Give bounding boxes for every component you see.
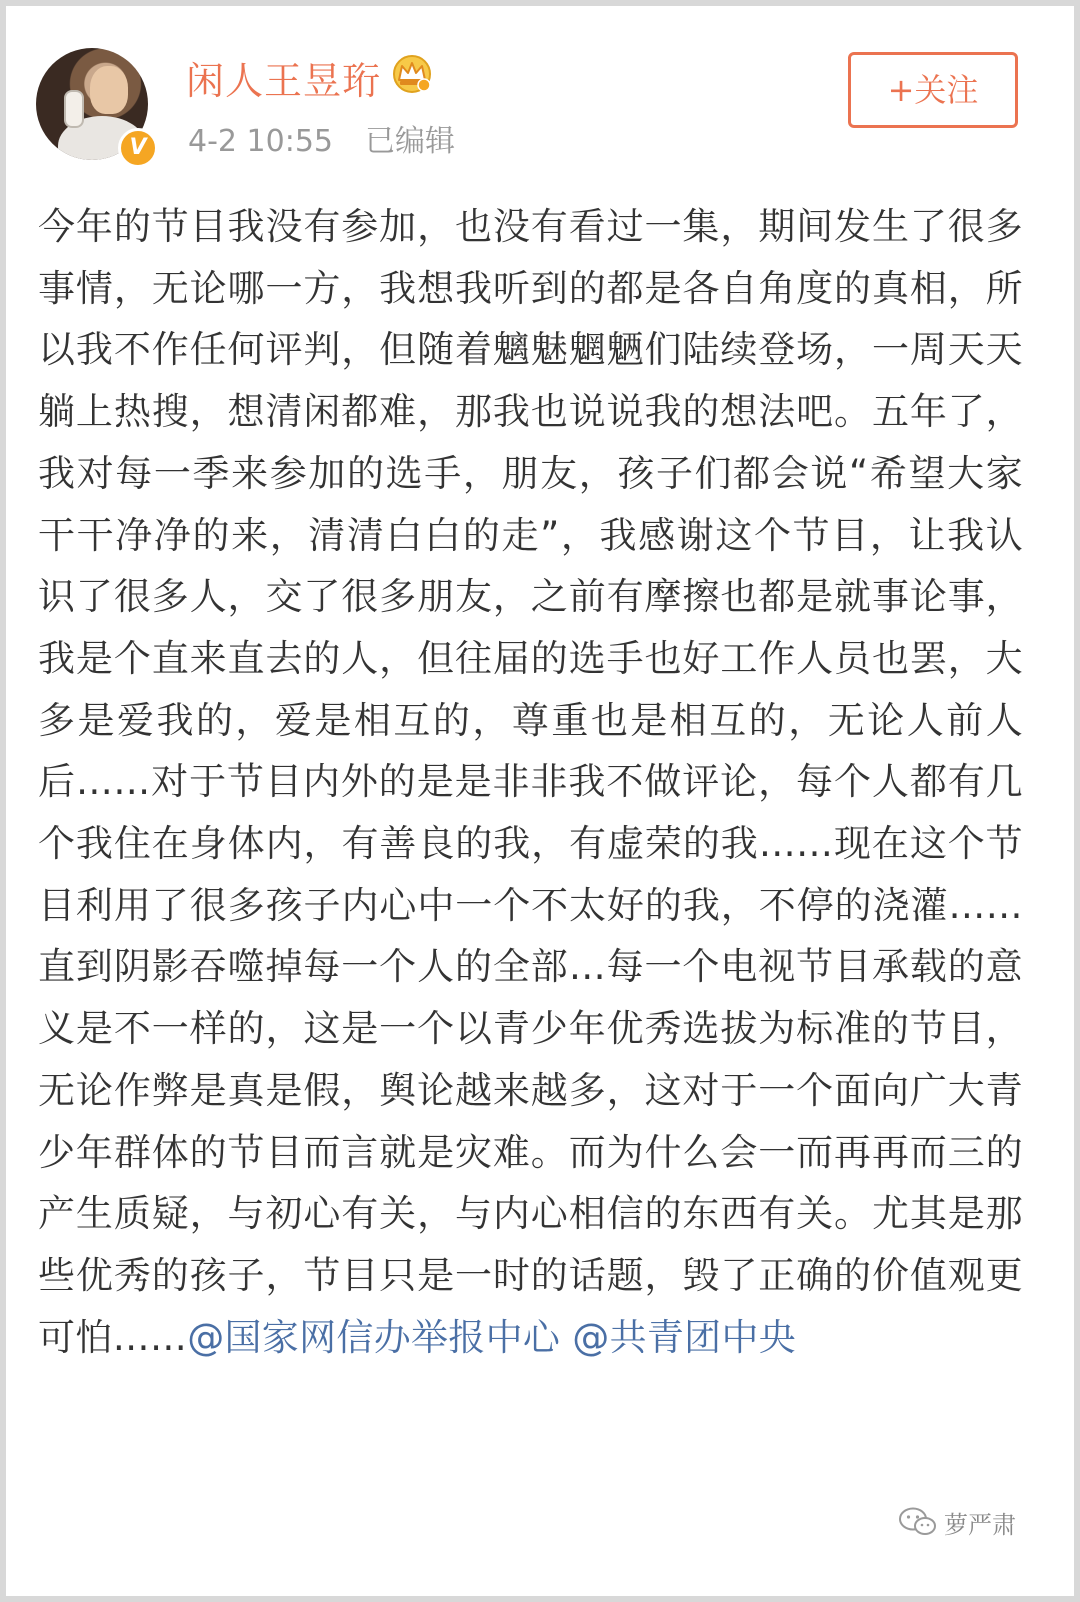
verified-badge-icon: V (118, 128, 158, 168)
username[interactable]: 闲人王昱珩 (186, 59, 382, 103)
avatar-face (90, 66, 128, 114)
post-header (36, 48, 1036, 178)
post-timestamp: 4-2 10:55 (188, 124, 333, 159)
avatar-glass (66, 92, 82, 126)
follow-button[interactable]: +关注 (848, 52, 1018, 128)
watermark (898, 1502, 1016, 1542)
mention-cyl-central[interactable]: @共青团中央 (572, 1315, 797, 1359)
crown-icon (390, 54, 434, 94)
post-meta (188, 116, 455, 160)
mention-cac-report-center[interactable]: @国家网信办举报中心 (187, 1315, 561, 1359)
watermark-text: 萝严肃 (944, 1510, 1016, 1539)
edited-label: 已编辑 (365, 124, 455, 159)
wechat-icon (898, 1506, 938, 1538)
post-content (38, 196, 1023, 1368)
post-text: 今年的节目我没有参加，也没有看过一集，期间发生了很多事情，无论哪一方，我想我听到的都是各自角度的真相，所以我不作任何评判，但随着魑魅魍魉们陆续登场，一周天天躺上热搜，想清闲都难，那我也说说我的想法吧。五年了，我对每一季来参加的选手，朋友，孩子们都会说“希望大家干干净净的来，清清白白的走”，我感谢这个节目，让我认识了很多人，交了很多朋友，之前有摩擦也都是就事论事，我是个直来直去的人，但往届的选手也好工作人员也罢，大多是爱我的，爱是相互的，尊重也是相互的，无论人前人后……对于节目内外的是是非非我不做评论，每个人都有几个我住在身体内，有善良的我，有虚荣的我……现在这个节目利用了很多孩子内心中一个不太好的我，不停的浇灌……直到阴影吞噬掉每一个人的全部…每一个电视节目承载的意义是不一样的，这是一个以青少年优秀选拔为标准的节目，无论作弊是真是假，舆论越来越多，这对于一个面向广大青少年群体的节目而言就是灾难。而为什么会一而再再而三的产生质疑，与初心有关，与内心相信的东西有关。尤其是那些优秀的孩子，节目只是一时的话题，毁了正确的价值观更可怕…… (38, 205, 1023, 1359)
